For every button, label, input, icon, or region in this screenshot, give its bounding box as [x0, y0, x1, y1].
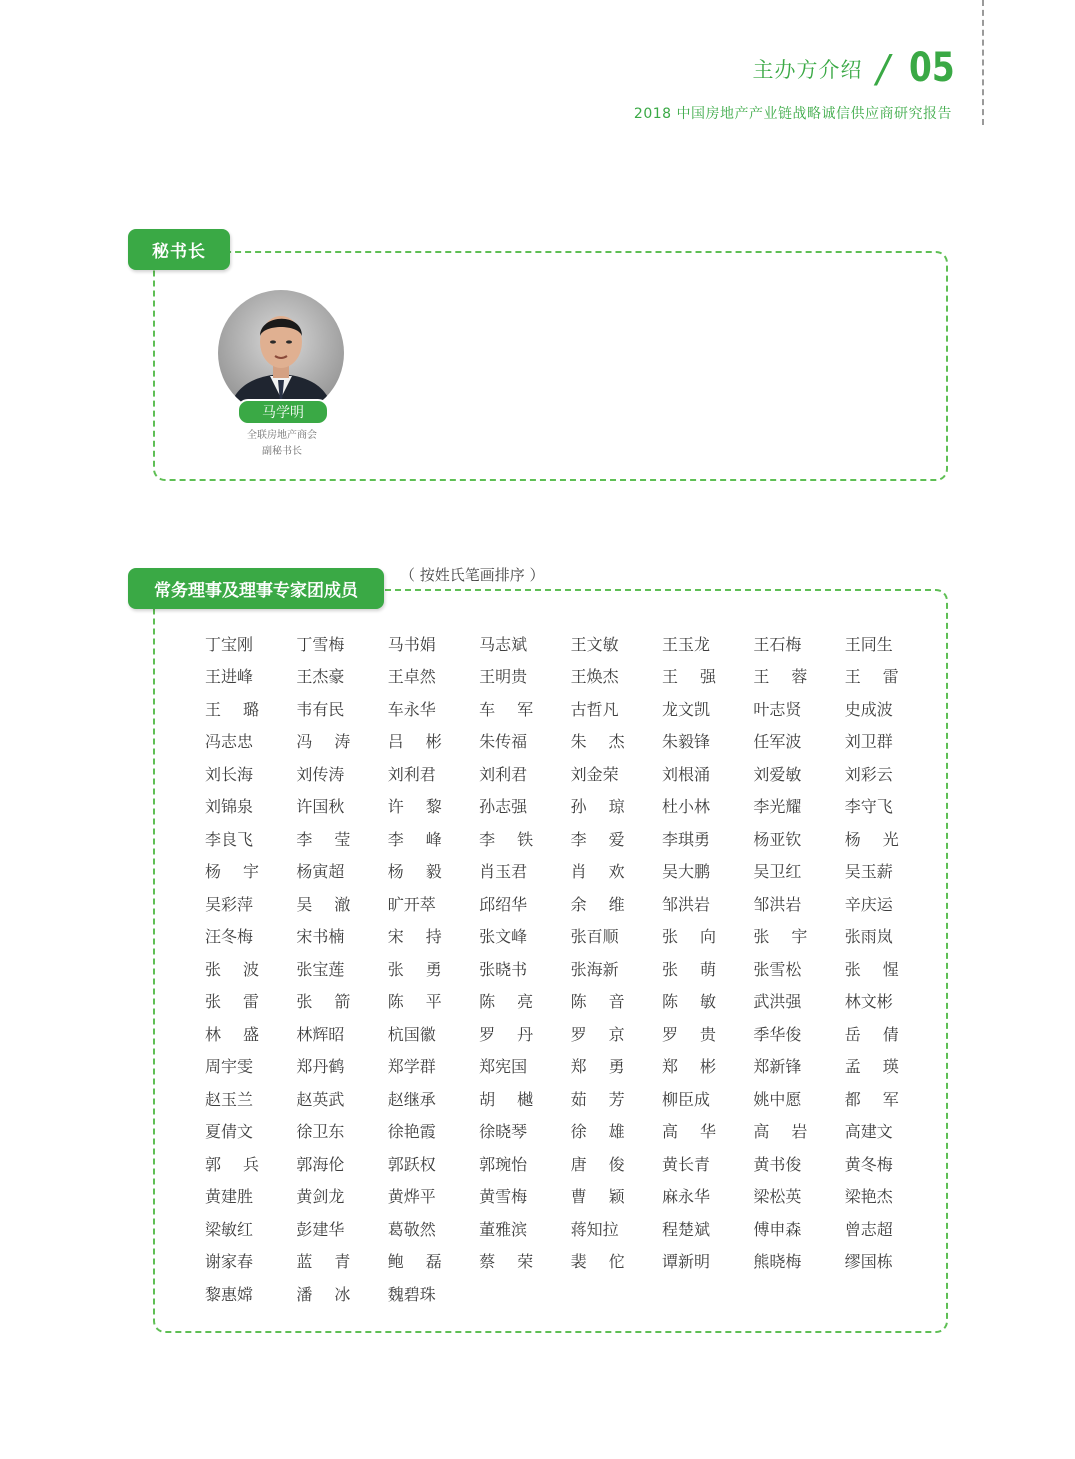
member-name: 李守飞: [844, 797, 893, 817]
secretary-org: 全联房地产商会: [247, 430, 317, 441]
member-name: 麻永华: [661, 1187, 710, 1207]
member-name: 张惺: [844, 959, 921, 979]
member-name: 徐艳霞: [387, 1122, 436, 1142]
member-name: 周宇雯: [205, 1057, 254, 1077]
margin-dashed-line: [982, 0, 984, 125]
member-name: 张雨岚: [844, 927, 893, 947]
member-name: 曾志超: [844, 1219, 893, 1239]
member-name: 郑彬: [661, 1057, 738, 1077]
member-name: 吴彩萍: [205, 894, 254, 914]
member-name: 车永华: [387, 699, 436, 719]
member-name: 吴大鹏: [661, 862, 710, 882]
member-name: 朱毅锋: [661, 732, 710, 752]
member-name: 宋书楠: [296, 927, 345, 947]
member-name: 刘金荣: [570, 764, 619, 784]
member-name: 刘利君: [479, 764, 528, 784]
member-name: 罗贵: [661, 1024, 738, 1044]
secretary-title: 副秘书长: [262, 446, 302, 457]
member-name: 郑学群: [387, 1057, 436, 1077]
member-name: 武洪强: [753, 992, 802, 1012]
page-header: [752, 45, 955, 91]
member-name: 韦有民: [296, 699, 345, 719]
member-name: 陈敏: [661, 992, 738, 1012]
member-name: 张宇: [753, 927, 830, 947]
member-name: 辛庆运: [844, 894, 893, 914]
member-name: 余维: [570, 894, 647, 914]
member-name: 陈音: [570, 992, 647, 1012]
member-name: 陈平: [387, 992, 464, 1012]
secretary-name: 马学明: [237, 399, 329, 425]
member-name: 刘彩云: [844, 764, 893, 784]
member-name: 黄长青: [661, 1154, 710, 1174]
member-name: 傅申森: [753, 1219, 802, 1239]
member-name: 王进峰: [205, 667, 254, 687]
secretary-tab: 秘书长: [128, 229, 230, 270]
member-name: 高建文: [844, 1122, 893, 1142]
member-name: 丁雪梅: [296, 634, 345, 654]
member-name: 黄雪梅: [479, 1187, 528, 1207]
member-name: 张晓书: [479, 959, 528, 979]
member-name: 肖欢: [570, 862, 647, 882]
member-name: 张向: [661, 927, 738, 947]
member-name: 郑勇: [570, 1057, 647, 1077]
member-name: 刘锦泉: [205, 797, 254, 817]
member-name: 吴卫红: [753, 862, 802, 882]
member-name: 潘冰: [296, 1284, 373, 1304]
member-name: 王杰豪: [296, 667, 345, 687]
member-name: 张勇: [387, 959, 464, 979]
secretary-role: [222, 428, 342, 460]
member-name: 王玉龙: [661, 634, 710, 654]
member-name: 蔡荣: [479, 1252, 556, 1272]
member-name: 蒋知拉: [570, 1219, 619, 1239]
member-name: 夏倩文: [205, 1122, 254, 1142]
member-name: 赵继承: [387, 1089, 436, 1109]
member-name: 董雅滨: [479, 1219, 528, 1239]
member-name: 杨寅超: [296, 862, 345, 882]
member-name: 孙琼: [570, 797, 647, 817]
member-name: 陈亮: [479, 992, 556, 1012]
member-name: 黄书俊: [753, 1154, 802, 1174]
member-name: 杜小林: [661, 797, 710, 817]
member-grid: [205, 627, 921, 1310]
member-name: 刘卫群: [844, 732, 893, 752]
member-name: 李铁: [479, 829, 556, 849]
member-name: 马志斌: [479, 634, 528, 654]
member-name: 王强: [661, 667, 738, 687]
member-name: 李良飞: [205, 829, 254, 849]
member-name: 刘根涌: [661, 764, 710, 784]
member-name: 叶志贤: [753, 699, 802, 719]
member-name: 孟瑛: [844, 1057, 921, 1077]
member-name: 宋持: [387, 927, 464, 947]
member-name: 朱杰: [570, 732, 647, 752]
member-name: 车军: [479, 699, 556, 719]
member-name: 黄烨平: [387, 1187, 436, 1207]
member-name: 任军波: [753, 732, 802, 752]
member-name: 徐雄: [570, 1122, 647, 1142]
member-name: 蓝青: [296, 1252, 373, 1272]
member-name: 林辉昭: [296, 1024, 345, 1044]
member-name: 姚中愿: [753, 1089, 802, 1109]
member-name: 杨光: [844, 829, 921, 849]
member-name: 刘爱敏: [753, 764, 802, 784]
member-name: 郑宪国: [479, 1057, 528, 1077]
member-name: 葛敬然: [387, 1219, 436, 1239]
member-name: 王雷: [844, 667, 921, 687]
member-name: 冯志忠: [205, 732, 254, 752]
member-name: 王文敏: [570, 634, 619, 654]
member-name: 史成波: [844, 699, 893, 719]
member-name: 吕彬: [387, 732, 464, 752]
member-name: 郑丹鹤: [296, 1057, 345, 1077]
member-name: 杨宇: [205, 862, 282, 882]
member-name: 梁松英: [753, 1187, 802, 1207]
member-name: 刘利君: [387, 764, 436, 784]
member-name: 王明贵: [479, 667, 528, 687]
page-number: 05: [909, 45, 955, 91]
member-name: 季华俊: [753, 1024, 802, 1044]
report-subtitle: 2018 中国房地产产业链战略诚信供应商研究报告: [633, 106, 952, 122]
member-name: 谭新明: [661, 1252, 710, 1272]
member-name: 黄建胜: [205, 1187, 254, 1207]
sort-note: （ 按姓氏笔画排序 ）: [400, 566, 545, 584]
member-name: 张萌: [661, 959, 738, 979]
member-name: 程楚斌: [661, 1219, 710, 1239]
member-name: 邱绍华: [479, 894, 528, 914]
member-name: 胡樾: [479, 1089, 556, 1109]
member-name: 黎惠嫦: [205, 1284, 254, 1304]
member-name: 郭兵: [205, 1154, 282, 1174]
member-name: 杭国徽: [387, 1024, 436, 1044]
member-name: 邹洪岩: [661, 894, 710, 914]
member-name: 王焕杰: [570, 667, 619, 687]
header-slash: /: [876, 47, 890, 91]
member-name: 高岩: [753, 1122, 830, 1142]
member-name: 旷开萃: [387, 894, 436, 914]
member-name: 梁艳杰: [844, 1187, 893, 1207]
member-name: 丁宝刚: [205, 634, 254, 654]
person-portrait-icon: [218, 290, 344, 416]
member-name: 马书娟: [387, 634, 436, 654]
member-name: 张百顺: [570, 927, 619, 947]
member-name: 林盛: [205, 1024, 282, 1044]
member-name: 张雪松: [753, 959, 802, 979]
member-name: 张文峰: [479, 927, 528, 947]
member-name: 徐晓琴: [479, 1122, 528, 1142]
member-name: 彭建华: [296, 1219, 345, 1239]
member-name: 赵英武: [296, 1089, 345, 1109]
member-name: 张宝莲: [296, 959, 345, 979]
member-name: 李琪勇: [661, 829, 710, 849]
member-name: 谢家春: [205, 1252, 254, 1272]
member-name: 鲍磊: [387, 1252, 464, 1272]
member-name: 徐卫东: [296, 1122, 345, 1142]
member-name: 邹洪岩: [753, 894, 802, 914]
member-name: 李峰: [387, 829, 464, 849]
member-name: 熊晓梅: [753, 1252, 802, 1272]
member-name: 朱传福: [479, 732, 528, 752]
member-name: 吴玉薪: [844, 862, 893, 882]
member-name: 魏碧珠: [387, 1284, 436, 1304]
member-name: 张波: [205, 959, 282, 979]
member-name: 李光耀: [753, 797, 802, 817]
member-name: 许国秋: [296, 797, 345, 817]
member-name: 张箭: [296, 992, 373, 1012]
member-name: 罗京: [570, 1024, 647, 1044]
member-name: 刘长海: [205, 764, 254, 784]
member-name: 都军: [844, 1089, 921, 1109]
member-name: 裴佗: [570, 1252, 647, 1272]
member-name: 郭琬怡: [479, 1154, 528, 1174]
member-name: 孙志强: [479, 797, 528, 817]
member-name: 郭跃权: [387, 1154, 436, 1174]
member-name: 林文彬: [844, 992, 893, 1012]
member-name: 王同生: [844, 634, 893, 654]
member-name: 李爱: [570, 829, 647, 849]
member-name: 茹芳: [570, 1089, 647, 1109]
member-name: 曹颖: [570, 1187, 647, 1207]
member-name: 柳臣成: [661, 1089, 710, 1109]
member-name: 肖玉君: [479, 862, 528, 882]
section-title: 主办方介绍: [752, 58, 863, 82]
member-name: 吴澈: [296, 894, 373, 914]
member-name: 王石梅: [753, 634, 802, 654]
member-name: 杨亚钦: [753, 829, 802, 849]
member-name: 王卓然: [387, 667, 436, 687]
member-name: 龙文凯: [661, 699, 710, 719]
member-name: 刘传涛: [296, 764, 345, 784]
member-name: 黄冬梅: [844, 1154, 893, 1174]
member-name: 郭海伦: [296, 1154, 345, 1174]
member-name: 岳倩: [844, 1024, 921, 1044]
member-name: 罗丹: [479, 1024, 556, 1044]
member-name: 唐俊: [570, 1154, 647, 1174]
member-name: 高华: [661, 1122, 738, 1142]
member-name: 许黎: [387, 797, 464, 817]
portrait-photo: [218, 290, 344, 416]
member-name: 赵玉兰: [205, 1089, 254, 1109]
members-tab: 常务理事及理事专家团成员: [128, 568, 384, 609]
member-name: 杨毅: [387, 862, 464, 882]
member-name: 黄剑龙: [296, 1187, 345, 1207]
member-name: 李莹: [296, 829, 373, 849]
member-name: 古哲凡: [570, 699, 619, 719]
member-name: 梁敏红: [205, 1219, 254, 1239]
member-name: 缪国栋: [844, 1252, 893, 1272]
member-name: 王蓉: [753, 667, 830, 687]
member-name: 冯涛: [296, 732, 373, 752]
member-name: 汪冬梅: [205, 927, 254, 947]
member-name: 郑新锋: [753, 1057, 802, 1077]
member-name: 张雷: [205, 992, 282, 1012]
member-name: 张海新: [570, 959, 619, 979]
member-name: 王璐: [205, 699, 282, 719]
